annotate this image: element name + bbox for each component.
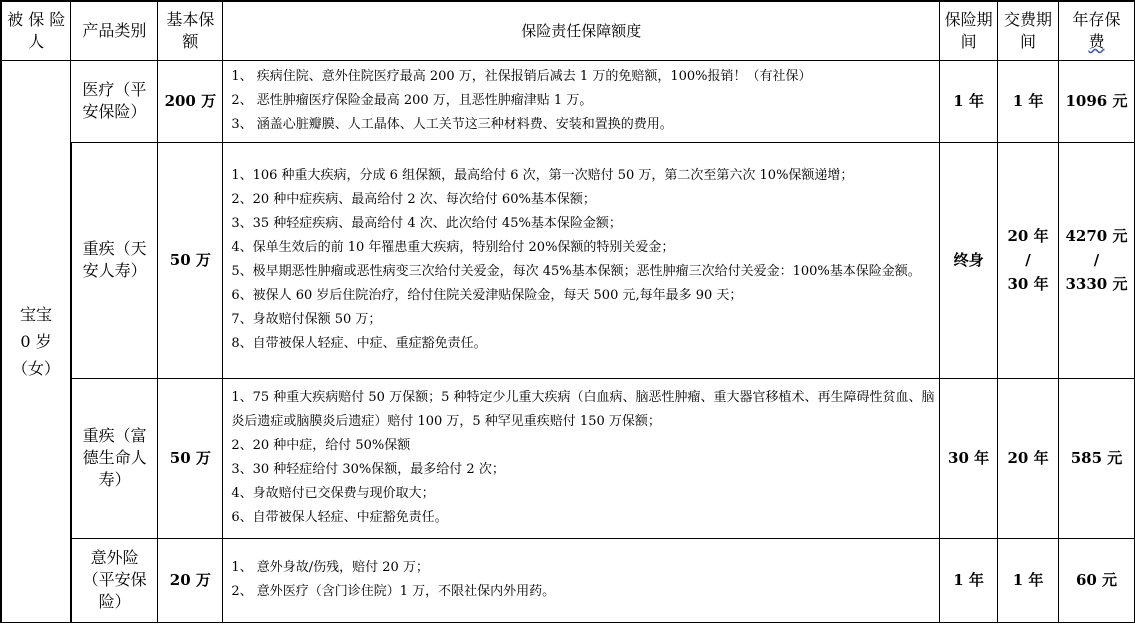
header-pay-period: 交费期间: [998, 1, 1059, 60]
responsibility-line: 4、保单生效后的前 10 年罹患重大疾病，特别给付 20%保额的特别关爱金；: [231, 240, 675, 255]
responsibility-line: 2、20 种中症疾病、最高给付 2 次、每次给付 60%基本保额；: [231, 192, 596, 207]
responsibility-cell: [223, 142, 940, 378]
pay-period-option: 20 年: [1007, 227, 1049, 245]
amount-cell: 50 万: [158, 378, 223, 538]
responsibility-line: 6、自带被保人轻症、中症豁免责任。: [231, 510, 448, 525]
category-cell: 意外险（平安保险）: [71, 538, 158, 622]
amount-cell: 50 万: [158, 142, 223, 378]
responsibility-line: 1、75 种重大疾病赔付 50 万保额；5 种特定少儿重大疾病（白血病、脑恶性肿瘤、重大器官移植术、再生障碍性贫血、脑炎后遗症或脑膜炎后遗症）赔付 100 万，5 种罕见重疾赔付 150 万保额；: [231, 390, 935, 429]
pay-period-option: 30 年: [1007, 275, 1049, 293]
responsibility-line: 3、30 种轻症给付 30%保额，最多给付 2 次；: [231, 462, 505, 477]
period-cell: 30 年: [940, 378, 998, 538]
responsibility-cell: [223, 60, 940, 142]
responsibility-cell: [223, 378, 940, 538]
premium-cell: 60 元: [1059, 538, 1135, 622]
period-cell: 终身: [940, 142, 998, 378]
header-annual-premium-line2: 费: [1088, 31, 1105, 51]
table-row: [1, 142, 1135, 378]
responsibility-line: 3、35 种轻症疾病、最高给付 4 次、此次给付 45%基本保险金额；: [231, 216, 622, 231]
responsibility-line: 1、 意外身故/伤残，赔付 20 万；: [231, 560, 429, 575]
insured-gender: （女）: [11, 358, 60, 378]
category-cell: 医疗（平安保险）: [71, 60, 158, 142]
period-cell: 1 年: [940, 538, 998, 622]
insured-person-cell: [1, 60, 71, 622]
premium-cell: 585 元: [1059, 378, 1135, 538]
pay-period-cell: 1 年: [998, 538, 1059, 622]
premium-cell: 1096 元: [1059, 60, 1135, 142]
premium-option: 4270 元: [1065, 227, 1128, 245]
header-responsibility: 保险责任保障额度: [223, 1, 940, 60]
responsibility-line: 8、自带被保人轻症、中症、重症豁免责任。: [231, 336, 487, 351]
responsibility-line: 7、身故赔付保额 50 万；: [231, 312, 382, 327]
category-cell: 重疾（天安人寿）: [71, 142, 158, 378]
table-row: [1, 378, 1135, 538]
pay-period-cell: 1 年: [998, 60, 1059, 142]
responsibility-cell: [223, 538, 940, 622]
premium-option: 3330 元: [1065, 275, 1128, 293]
responsibility-line: 2、20 种中症，给付 50%保额: [231, 438, 411, 453]
premium-separator: /: [1093, 251, 1100, 269]
responsibility-line: 1、106 种重大疾病，分成 6 组保额，最高给付 6 次，第一次赔付 50 万，第二次至第六次 10%保额递增；: [231, 168, 854, 183]
header-category: 产品类别: [71, 1, 158, 60]
responsibility-line: 5、极早期恶性肿瘤或恶性病变三次给付关爱金，每次 45%基本保额；恶性肿瘤三次给付关爱金：100%基本保险金额。: [231, 264, 921, 279]
header-annual-premium-line1: 年存保: [1072, 9, 1121, 29]
insured-name: 宝宝: [19, 304, 52, 324]
responsibility-line: 3、 涵盖心脏瓣膜、人工晶体、人工关节这三种材料费、安装和置换的费用。: [231, 117, 673, 132]
pay-period-cell: 20 年: [998, 378, 1059, 538]
header-row: [1, 1, 1135, 60]
pay-period-cell: [998, 142, 1059, 378]
amount-cell: 200 万: [158, 60, 223, 142]
premium-cell: [1059, 142, 1135, 378]
responsibility-line: 2、 意外医疗（含门诊住院）1 万，不限社保内外用药。: [231, 584, 556, 599]
responsibility-line: 2、 恶性肿瘤医疗保险金最高 200 万，且恶性肿瘤津贴 1 万。: [231, 93, 593, 108]
header-base-amount: 基本保额: [158, 1, 223, 60]
responsibility-line: 1、 疾病住院、意外住院医疗最高 200 万，社保报销后减去 1 万的免赔额，100%报销！（有社保）: [231, 69, 812, 84]
header-annual-premium: [1059, 1, 1135, 60]
pay-period-separator: /: [1025, 251, 1031, 269]
responsibility-line: 6、被保人 60 岁后住院治疗，给付住院关爱津贴保险金，每天 500 元,每年最多 90 天；: [231, 288, 743, 303]
header-period: 保险期间: [940, 1, 998, 60]
header-insured: 被 保 险人: [1, 1, 71, 60]
responsibility-line: 4、身故赔付已交保费与现价取大；: [231, 486, 435, 501]
category-cell: 重疾（富德生命人寿）: [71, 378, 158, 538]
amount-cell: 20 万: [158, 538, 223, 622]
period-cell: 1 年: [940, 60, 998, 142]
table-row: [1, 538, 1135, 622]
insured-age: 0 岁: [20, 331, 52, 351]
table-row: [1, 60, 1135, 142]
